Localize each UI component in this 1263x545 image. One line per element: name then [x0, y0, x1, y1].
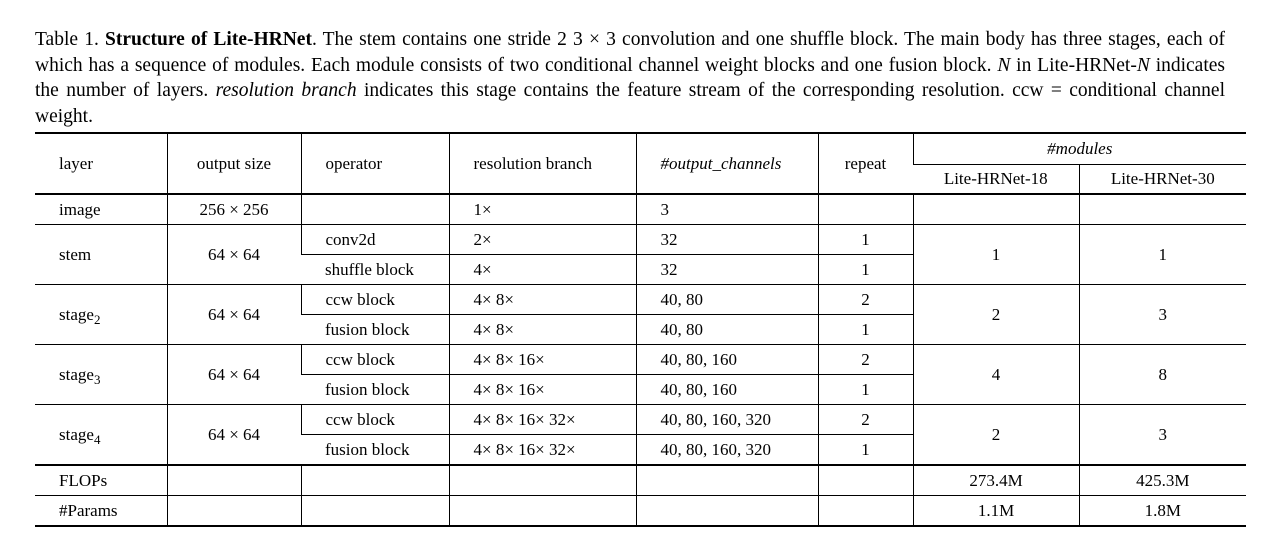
- cell-channels: 3: [636, 194, 818, 225]
- cell-modules-lite30: 3: [1079, 285, 1246, 345]
- cell-channels: 40, 80, 160: [636, 375, 818, 405]
- header-output-size: output size: [167, 133, 301, 194]
- cell-operator: conv2d: [301, 225, 449, 255]
- cell-output-size: 64 × 64: [167, 225, 301, 285]
- cell-layer: [35, 225, 167, 285]
- cell-repeat: [818, 194, 913, 225]
- table-row-image: [35, 194, 1246, 225]
- table-row: [35, 285, 1246, 315]
- header-layer: layer: [35, 133, 167, 194]
- cell-repeat: 2: [818, 345, 913, 375]
- cell-repeat: 2: [818, 285, 913, 315]
- cell-repeat: 1: [818, 315, 913, 345]
- cell-repeat: 1: [818, 255, 913, 285]
- cell-resolution: 4× 8× 16×: [449, 375, 636, 405]
- cell-empty: [449, 465, 636, 496]
- cell-layer: image: [59, 199, 101, 219]
- cell-modules-lite18: 1: [913, 225, 1079, 285]
- cell-resolution: 4×: [449, 255, 636, 285]
- cell-output-size: 256 × 256: [167, 194, 301, 225]
- cell-modules-lite18: 2: [913, 405, 1079, 466]
- caption-n-symbol: N: [997, 54, 1011, 76]
- cell-channels: 40, 80, 160, 320: [636, 405, 818, 435]
- caption-text-2: in Lite-HRNet-: [1010, 54, 1137, 76]
- cell-operator: fusion block: [301, 315, 449, 345]
- cell-output-size: 64 × 64: [167, 345, 301, 405]
- cell-modules-lite30: 8: [1079, 345, 1246, 405]
- cell-channels: 40, 80, 160, 320: [636, 435, 818, 466]
- cell-channels: 40, 80: [636, 285, 818, 315]
- cell-channels: 32: [636, 225, 818, 255]
- cell-flops-lite18: 273.4M: [913, 465, 1079, 496]
- cell-repeat: 2: [818, 405, 913, 435]
- cell-operator: fusion block: [301, 375, 449, 405]
- caption-text-4: indicates this stage contains the feature stream of the corresponding resolution. ccw = conditional channel weight.: [35, 80, 1225, 127]
- cell-lite30: [1079, 194, 1246, 225]
- cell-resolution: 2×: [449, 225, 636, 255]
- cell-empty: [167, 465, 301, 496]
- cell-resolution: 1×: [449, 194, 636, 225]
- table-caption: [35, 27, 1225, 129]
- cell-operator: fusion block: [301, 435, 449, 466]
- caption-text-3: indicates the number of layers.: [35, 54, 1225, 102]
- header-resolution-branch: resolution branch: [449, 133, 636, 194]
- cell-modules-lite18: 2: [913, 285, 1079, 345]
- cell-channels: 40, 80, 160: [636, 345, 818, 375]
- cell-flops-label: FLOPs: [35, 465, 167, 496]
- cell-layer-name: stage: [59, 364, 94, 384]
- cell-output-size: 64 × 64: [167, 285, 301, 345]
- cell-layer-name: stage: [59, 304, 94, 324]
- table-row-params: [35, 496, 1246, 527]
- cell-layer-name: stem: [59, 244, 92, 264]
- cell-empty: [818, 465, 913, 496]
- header-lite-hrnet-30: Lite-HRNet-30: [1079, 165, 1246, 195]
- cell-output-size: 64 × 64: [167, 405, 301, 466]
- cell-empty: [301, 496, 449, 527]
- cell-empty: [636, 496, 818, 527]
- table-row: [35, 225, 1246, 255]
- cell-empty: [636, 465, 818, 496]
- cell-modules-lite18: 4: [913, 345, 1079, 405]
- table-row-flops: [35, 465, 1246, 496]
- cell-params-label: #Params: [35, 496, 167, 527]
- cell-flops-lite30: 425.3M: [1079, 465, 1246, 496]
- cell-layer-sub: 2: [93, 311, 101, 327]
- cell-layer: [35, 345, 167, 405]
- cell-operator: shuffle block: [301, 255, 449, 285]
- cell-layer-name: stage: [59, 424, 94, 444]
- cell-empty: [818, 496, 913, 527]
- header-operator: operator: [301, 133, 449, 194]
- cell-layer-sub: 4: [93, 431, 101, 447]
- cell-layer-sub: 3: [93, 371, 101, 387]
- cell-empty: [167, 496, 301, 527]
- cell-layer: [35, 285, 167, 345]
- header-modules: #modules: [913, 133, 1246, 165]
- caption-text-1: . The stem contains one stride 2 3 × 3 convolution and one shuffle block. The main body has three stages, each of which has a sequence of modules. Each module consists of two conditional channel weight blocks and one fusion block.: [35, 29, 1226, 76]
- caption-n-symbol-2: N: [1136, 54, 1150, 76]
- cell-resolution: 4× 8×: [449, 285, 636, 315]
- cell-repeat: 1: [818, 225, 913, 255]
- cell-resolution: 4× 8× 16× 32×: [449, 435, 636, 466]
- cell-params-lite18: 1.1M: [913, 496, 1079, 527]
- cell-empty: [449, 496, 636, 527]
- header-repeat: repeat: [818, 133, 913, 194]
- table-row: [35, 405, 1246, 435]
- cell-operator: [301, 194, 449, 225]
- cell-resolution: 4× 8×: [449, 315, 636, 345]
- cell-empty: [301, 465, 449, 496]
- header-lite-hrnet-18: Lite-HRNet-18: [913, 165, 1079, 195]
- cell-resolution: 4× 8× 16×: [449, 345, 636, 375]
- cell-layer: [35, 405, 167, 466]
- cell-params-lite30: 1.8M: [1079, 496, 1246, 527]
- cell-operator: ccw block: [301, 345, 449, 375]
- cell-resolution: 4× 8× 16× 32×: [449, 405, 636, 435]
- cell-repeat: 1: [818, 375, 913, 405]
- caption-title: Structure of Lite-HRNet: [105, 29, 312, 50]
- header-output-channels: #output_channels: [636, 133, 818, 194]
- cell-channels: 40, 80: [636, 315, 818, 345]
- caption-label: Table 1.: [35, 29, 99, 50]
- cell-lite18: [913, 194, 1079, 225]
- cell-operator: ccw block: [301, 405, 449, 435]
- structure-table: [35, 132, 1246, 527]
- table-row: [35, 345, 1246, 375]
- caption-resolution-branch-term: resolution branch: [215, 80, 357, 102]
- cell-operator: ccw block: [301, 285, 449, 315]
- cell-modules-lite30: 3: [1079, 405, 1246, 466]
- cell-repeat: 1: [818, 435, 913, 466]
- cell-modules-lite30: 1: [1079, 225, 1246, 285]
- cell-channels: 32: [636, 255, 818, 285]
